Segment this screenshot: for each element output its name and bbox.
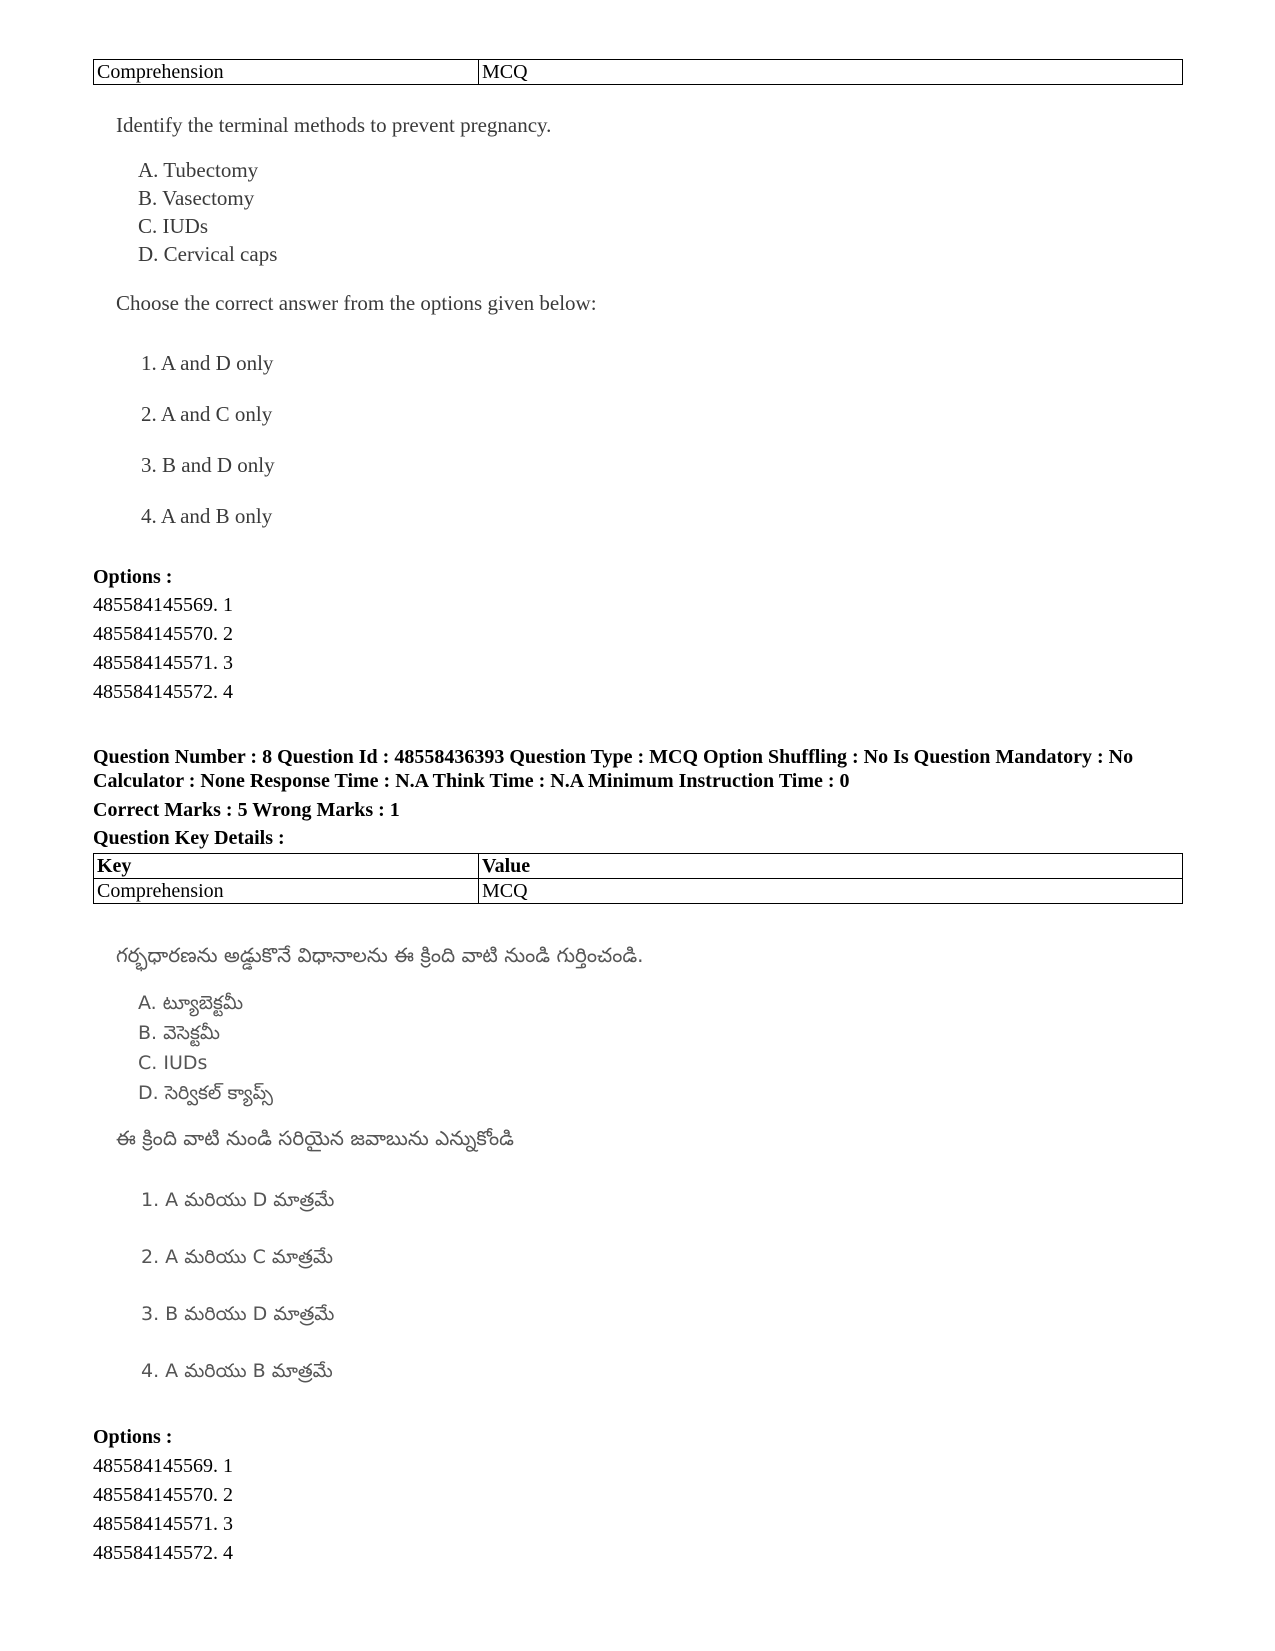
column-header-value: Value [479, 854, 1183, 879]
question-stem: గర్భధారణను అడ్డుకొనే విధానాలను ఈ క్రింది వాటి నుండి గుర్తించండి. [116, 943, 644, 967]
question-image-english [116, 110, 597, 542]
list-item: 3. B మరియు D మాత్రమే [141, 1303, 335, 1325]
table-cell-value: MCQ [479, 60, 1183, 85]
list-item: C. IUDs [138, 214, 209, 238]
list-item: 2. A మరియు C మాత్రమే [141, 1246, 334, 1268]
question-stem: Identify the terminal methods to prevent pregnancy. [116, 113, 552, 137]
options-list [93, 591, 233, 707]
table-header-row [94, 854, 1183, 879]
table-cell-key: Comprehension [94, 60, 479, 85]
option-item: 485584145571. 3 [93, 652, 233, 674]
choice-list [141, 338, 597, 542]
list-item: 3. B and D only [141, 453, 275, 477]
table-cell-value: MCQ [479, 879, 1183, 904]
list-item: B. వెసెక్టమీ [138, 1022, 220, 1044]
list-item: A. ట్యూబెక్టమీ [138, 992, 244, 1014]
option-item: 485584145572. 4 [93, 1542, 233, 1564]
option-item: 485584145571. 3 [93, 1513, 233, 1535]
table-cell-key: Comprehension [94, 879, 479, 904]
options-list [93, 1452, 233, 1568]
option-item: 485584145570. 2 [93, 1484, 233, 1506]
list-item: C. IUDs [138, 1052, 208, 1074]
choice-list [141, 1172, 644, 1400]
list-item: 2. A and C only [141, 402, 273, 426]
question-header-line2: Calculator : None Response Time : N.A Think Time : N.A Minimum Instruction Time : 0 [93, 770, 850, 792]
option-item: 485584145572. 4 [93, 681, 233, 703]
key-details-heading: Question Key Details : [93, 827, 285, 849]
top-key-table [93, 59, 1183, 85]
list-item: 1. A మరియు D మాత్రమే [141, 1189, 335, 1211]
column-header-key: Key [94, 854, 479, 879]
list-item: B. Vasectomy [138, 186, 255, 210]
choose-instruction: ఈ క్రింది వాటి నుండి సరియైన జవాబును ఎన్నుకోండి [116, 1126, 514, 1150]
choose-instruction: Choose the correct answer from the options given below: [116, 291, 597, 315]
marks-line: Correct Marks : 5 Wrong Marks : 1 [93, 799, 400, 821]
question-key-table [93, 853, 1183, 904]
list-item: D. సెర్వికల్ క్యాప్స్ [138, 1082, 274, 1104]
option-item: 485584145569. 1 [93, 594, 233, 616]
question-image-telugu [116, 938, 644, 1400]
table-row [94, 60, 1183, 85]
list-item: D. Cervical caps [138, 242, 278, 266]
statement-list [138, 156, 597, 268]
list-item: 4. A మరియు B మాత్రమే [141, 1360, 333, 1382]
option-item: 485584145569. 1 [93, 1455, 233, 1477]
statement-list [138, 988, 644, 1108]
table-row [94, 879, 1183, 904]
question-header-line1: Question Number : 8 Question Id : 48558436393 Question Type : MCQ Option Shuffling : No Is Question Mandatory : No [93, 746, 1134, 768]
options-label: Options : [93, 1426, 173, 1448]
list-item: 4. A and B only [141, 504, 273, 528]
option-item: 485584145570. 2 [93, 623, 233, 645]
list-item: 1. A and D only [141, 351, 274, 375]
list-item: A. Tubectomy [138, 158, 259, 182]
options-label: Options : [93, 566, 173, 588]
